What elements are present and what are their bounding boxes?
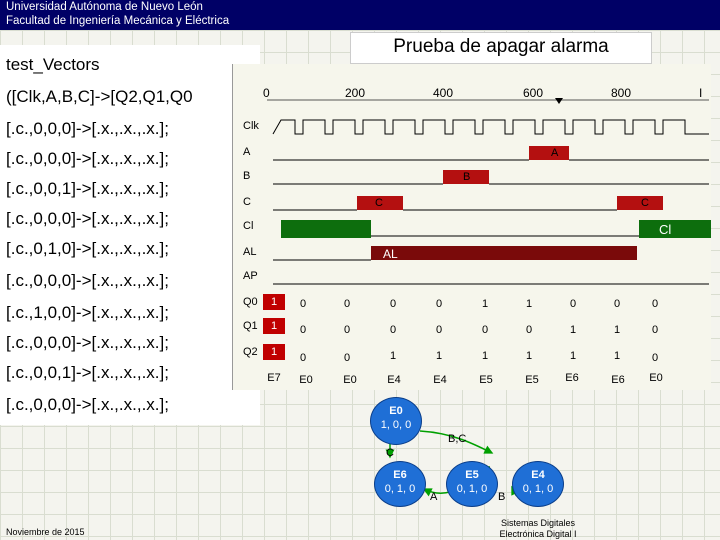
c-bar-label-1: C: [375, 197, 383, 209]
state-label: E0: [343, 374, 357, 386]
state-label: E4: [387, 374, 401, 386]
state-node-e5: [446, 461, 498, 507]
time-tick: 400: [433, 86, 454, 100]
state-node-e6: [374, 461, 426, 507]
signal-label-q2: Q2: [243, 346, 258, 358]
vector-line: [.c.,0,0,0]->[.x.,.x.,.x.];: [6, 333, 169, 352]
q0-bit: 0: [569, 298, 577, 310]
course-line-2: Electrónica Digital I: [499, 529, 577, 539]
q0-bit: 1: [481, 298, 489, 310]
signal-label-cl: Cl: [243, 220, 254, 232]
vector-line: [.c.,0,0,0]->[.x.,.x.,.x.];: [6, 271, 169, 290]
signal-label-b: B: [243, 170, 251, 182]
q1-bit: 0: [299, 324, 307, 336]
q1-bit: 1: [270, 320, 278, 332]
edge-label-b: B: [498, 491, 506, 503]
al-bar-label: AL: [383, 247, 398, 261]
clk-trace: [273, 120, 709, 134]
state-node-name: E4: [531, 469, 545, 481]
state-node-e4: [512, 461, 564, 507]
edge-label-bc: B,C: [448, 433, 467, 445]
cl-bar-label: Cl: [659, 222, 672, 237]
university-header: [0, 0, 720, 30]
signal-traces: [233, 64, 711, 390]
q0-bit: 0: [613, 298, 621, 310]
cl-high-bar-1: [281, 220, 371, 238]
state-node-code: 0, 1, 0: [522, 483, 554, 495]
q2-bit: 1: [613, 350, 621, 362]
q0-bit: 0: [299, 298, 307, 310]
state-node-code: 1, 0, 0: [380, 419, 412, 431]
course-line-1: Sistemas Digitales: [500, 518, 576, 528]
q2-bit: 1: [435, 350, 443, 362]
slide-title: Prueba de apagar alarma: [350, 32, 652, 64]
al-high-bar: [371, 246, 637, 260]
q2-bit: 1: [525, 350, 533, 362]
test-vectors-panel: [0, 45, 260, 425]
vector-line: [.c.,0,0,0]->[.x.,.x.,.x.];: [6, 119, 169, 138]
state-label: E5: [525, 374, 539, 386]
time-tick: I: [699, 86, 703, 100]
time-tick: 200: [345, 86, 366, 100]
state-node-name: E5: [465, 469, 479, 481]
vector-line: [.c.,0,0,0]->[.x.,.x.,.x.];: [6, 395, 169, 414]
vector-line: [.c.,0,0,1]->[.x.,.x.,.x.];: [6, 179, 169, 198]
state-label: E7: [267, 372, 281, 384]
c-bar-label-2: C: [641, 197, 649, 209]
state-label: E6: [565, 372, 579, 384]
q1-bit: 0: [389, 324, 397, 336]
signal-label-ap: AP: [243, 270, 258, 282]
q0-bit: 1: [270, 296, 278, 308]
q2-bit: 1: [481, 350, 489, 362]
q1-bit: 0: [525, 324, 533, 336]
q0-bit: 0: [343, 298, 351, 310]
q0-bit: 0: [651, 298, 659, 310]
vector-line: [.c.,0,1,0]->[.x.,.x.,.x.];: [6, 239, 169, 258]
edge-label-a: A: [430, 491, 438, 503]
cl-high-bar-2: [639, 220, 711, 238]
signal-label-al: AL: [243, 246, 257, 258]
time-tick: 0: [263, 86, 270, 100]
q1-bit: 0: [481, 324, 489, 336]
state-label: E0: [299, 374, 313, 386]
signal-label-a: A: [243, 146, 251, 158]
q1-bit: 0: [343, 324, 351, 336]
state-node-name: E0: [389, 405, 403, 417]
q2-bit: 0: [651, 352, 659, 364]
state-label: E6: [611, 374, 625, 386]
faculty-name: Facultad de Ingeniería Mecánica y Eléctrica: [6, 15, 230, 27]
state-label: E0: [649, 372, 663, 384]
waveform-viewer[interactable]: [232, 64, 711, 390]
state-label: E5: [479, 374, 493, 386]
q2-bit: 0: [343, 352, 351, 364]
q1-bit: 0: [651, 324, 659, 336]
signal-label-q0: Q0: [243, 296, 258, 308]
signal-label-c: C: [243, 196, 251, 208]
c-high-bar-2: [617, 196, 663, 210]
q2-bit: 1: [569, 350, 577, 362]
q0-bit: 1: [525, 298, 533, 310]
vector-line: [.c.,0,0,1]->[.x.,.x.,.x.];: [6, 363, 169, 382]
state-diagram: [352, 395, 582, 510]
vector-line: [.c.,0,0,0]->[.x.,.x.,.x.];: [6, 209, 169, 228]
q0-bit: 0: [389, 298, 397, 310]
footer-course: [478, 518, 598, 540]
vectors-header: ([Clk,A,B,C]->[Q2,Q1,Q0: [6, 87, 193, 106]
state-node-e0: [370, 397, 422, 445]
state-label: E4: [433, 374, 447, 386]
footer-date: Noviembre de 2015: [6, 527, 85, 537]
vectors-name: test_Vectors: [6, 55, 100, 74]
signal-label-q1: Q1: [243, 320, 258, 332]
state-node-code: 0, 1, 0: [384, 483, 416, 495]
a-bar-label: A: [551, 147, 559, 159]
q2-bit: 0: [299, 352, 307, 364]
vector-line: [.c.,1,0,0]->[.x.,.x.,.x.];: [6, 303, 169, 322]
signal-label-clk: Clk: [243, 120, 259, 132]
q1-bit: 1: [569, 324, 577, 336]
b-bar-label: B: [463, 171, 471, 183]
q1-bit: 0: [435, 324, 443, 336]
edge-label-c: C: [386, 447, 394, 459]
q2-bit: 1: [389, 350, 397, 362]
state-node-name: E6: [393, 469, 407, 481]
q0-bit: 0: [435, 298, 443, 310]
q1-bit: 1: [613, 324, 621, 336]
time-tick: 800: [611, 86, 632, 100]
state-node-code: 0, 1, 0: [456, 483, 488, 495]
vector-line: [.c.,0,0,0]->[.x.,.x.,.x.];: [6, 149, 169, 168]
q2-bit: 1: [270, 346, 278, 358]
university-name: Universidad Autónoma de Nuevo León: [6, 1, 203, 13]
time-tick: 600: [523, 86, 544, 100]
a-high-bar: [529, 146, 569, 160]
